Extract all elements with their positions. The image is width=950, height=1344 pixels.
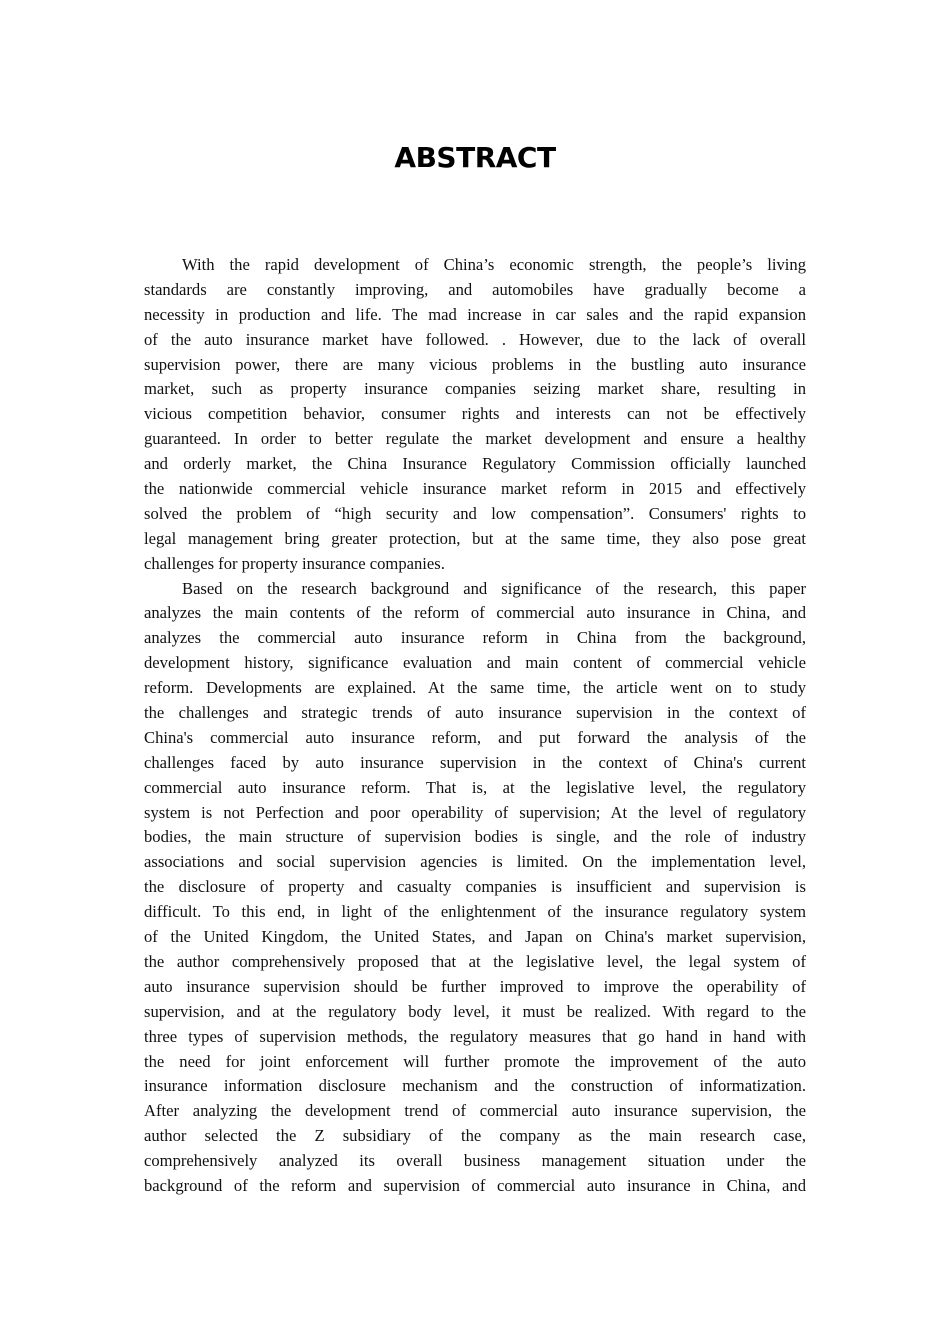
abstract-title: ABSTRACT [394, 140, 556, 174]
text-line: standards are constantly improving, and automobiles have gradually become a [144, 279, 806, 299]
text-line: analyzes the main contents of the reform of commercial auto insurance in China, and [144, 603, 806, 623]
text-line: bodies, the main structure of supervision bodies is single, and the role of industry [144, 827, 806, 847]
text-line: of the auto insurance market have followed. . However, due to the lack of overall [144, 329, 806, 349]
text-line: challenges for property insurance companies. [144, 553, 445, 573]
text-line: vicious competition behavior, consumer rights and interests can not be effectively [144, 404, 806, 424]
text-line: legal management bring greater protection, but at the same time, they also pose great [144, 528, 806, 548]
abstract-paragraph [144, 577, 806, 1199]
text-line: market, such as property insurance companies seizing market share, resulting in [144, 379, 806, 399]
text-line: development history, significance evaluation and main content of commercial vehicle [144, 653, 806, 673]
text-line: three types of supervision methods, the regulatory measures that go hand in hand with [144, 1026, 806, 1046]
abstract-paragraph [144, 253, 806, 577]
text-line: insurance information disclosure mechanism and the construction of informatization. [144, 1076, 806, 1096]
text-line: background of the reform and supervision of commercial auto insurance in China, and [144, 1175, 806, 1195]
text-line: the author comprehensively proposed that at the legislative level, the legal system of [144, 951, 806, 971]
text-line: commercial auto insurance reform. That is, at the legislative level, the regulatory [144, 777, 806, 797]
text-line: supervision power, there are many vicious problems in the bustling auto insurance [144, 354, 806, 374]
text-line: the disclosure of property and casualty companies is insufficient and supervision is [144, 877, 806, 897]
text-line: solved the problem of “high security and low compensation”. Consumers' rights to [144, 503, 806, 523]
text-line: analyzes the commercial auto insurance reform in China from the background, [144, 628, 806, 648]
text-line: Based on the research background and significance of the research, this paper [182, 578, 806, 598]
text-line: the nationwide commercial vehicle insurance market reform in 2015 and effectively [144, 479, 806, 499]
text-line: comprehensively analyzed its overall business management situation under the [144, 1151, 806, 1171]
text-line: the challenges and strategic trends of auto insurance supervision in the context of [144, 703, 806, 723]
text-line: the need for joint enforcement will further promote the improvement of the auto [144, 1051, 806, 1071]
text-line: China's commercial auto insurance reform, and put forward the analysis of the [144, 727, 806, 747]
text-line: reform. Developments are explained. At the same time, the article went on to study [144, 678, 806, 698]
abstract-body [144, 253, 806, 1199]
text-line: system is not Perfection and poor operability of supervision; At the level of regulatory [144, 802, 806, 822]
text-line: of the United Kingdom, the United States, and Japan on China's market supervision, [144, 927, 806, 947]
text-line: guaranteed. In order to better regulate the market development and ensure a healthy [144, 429, 806, 449]
text-line: supervision, and at the regulatory body level, it must be realized. With regard to the [144, 1001, 806, 1021]
text-line: author selected the Z subsidiary of the company as the main research case, [144, 1126, 806, 1146]
text-line: necessity in production and life. The mad increase in car sales and the rapid expansion [144, 304, 806, 324]
text-line: difficult. To this end, in light of the enlightenment of the insurance regulatory system [144, 902, 806, 922]
text-line: associations and social supervision agencies is limited. On the implementation level, [144, 852, 806, 872]
text-line: With the rapid development of China’s economic strength, the people’s living [182, 255, 806, 274]
text-line: and orderly market, the China Insurance Regulatory Commission officially launched [144, 454, 806, 474]
text-line: After analyzing the development trend of commercial auto insurance supervision, the [144, 1101, 806, 1121]
text-line: challenges faced by auto insurance supervision in the context of China's current [144, 752, 806, 772]
text-line: auto insurance supervision should be further improved to improve the operability of [144, 976, 806, 996]
